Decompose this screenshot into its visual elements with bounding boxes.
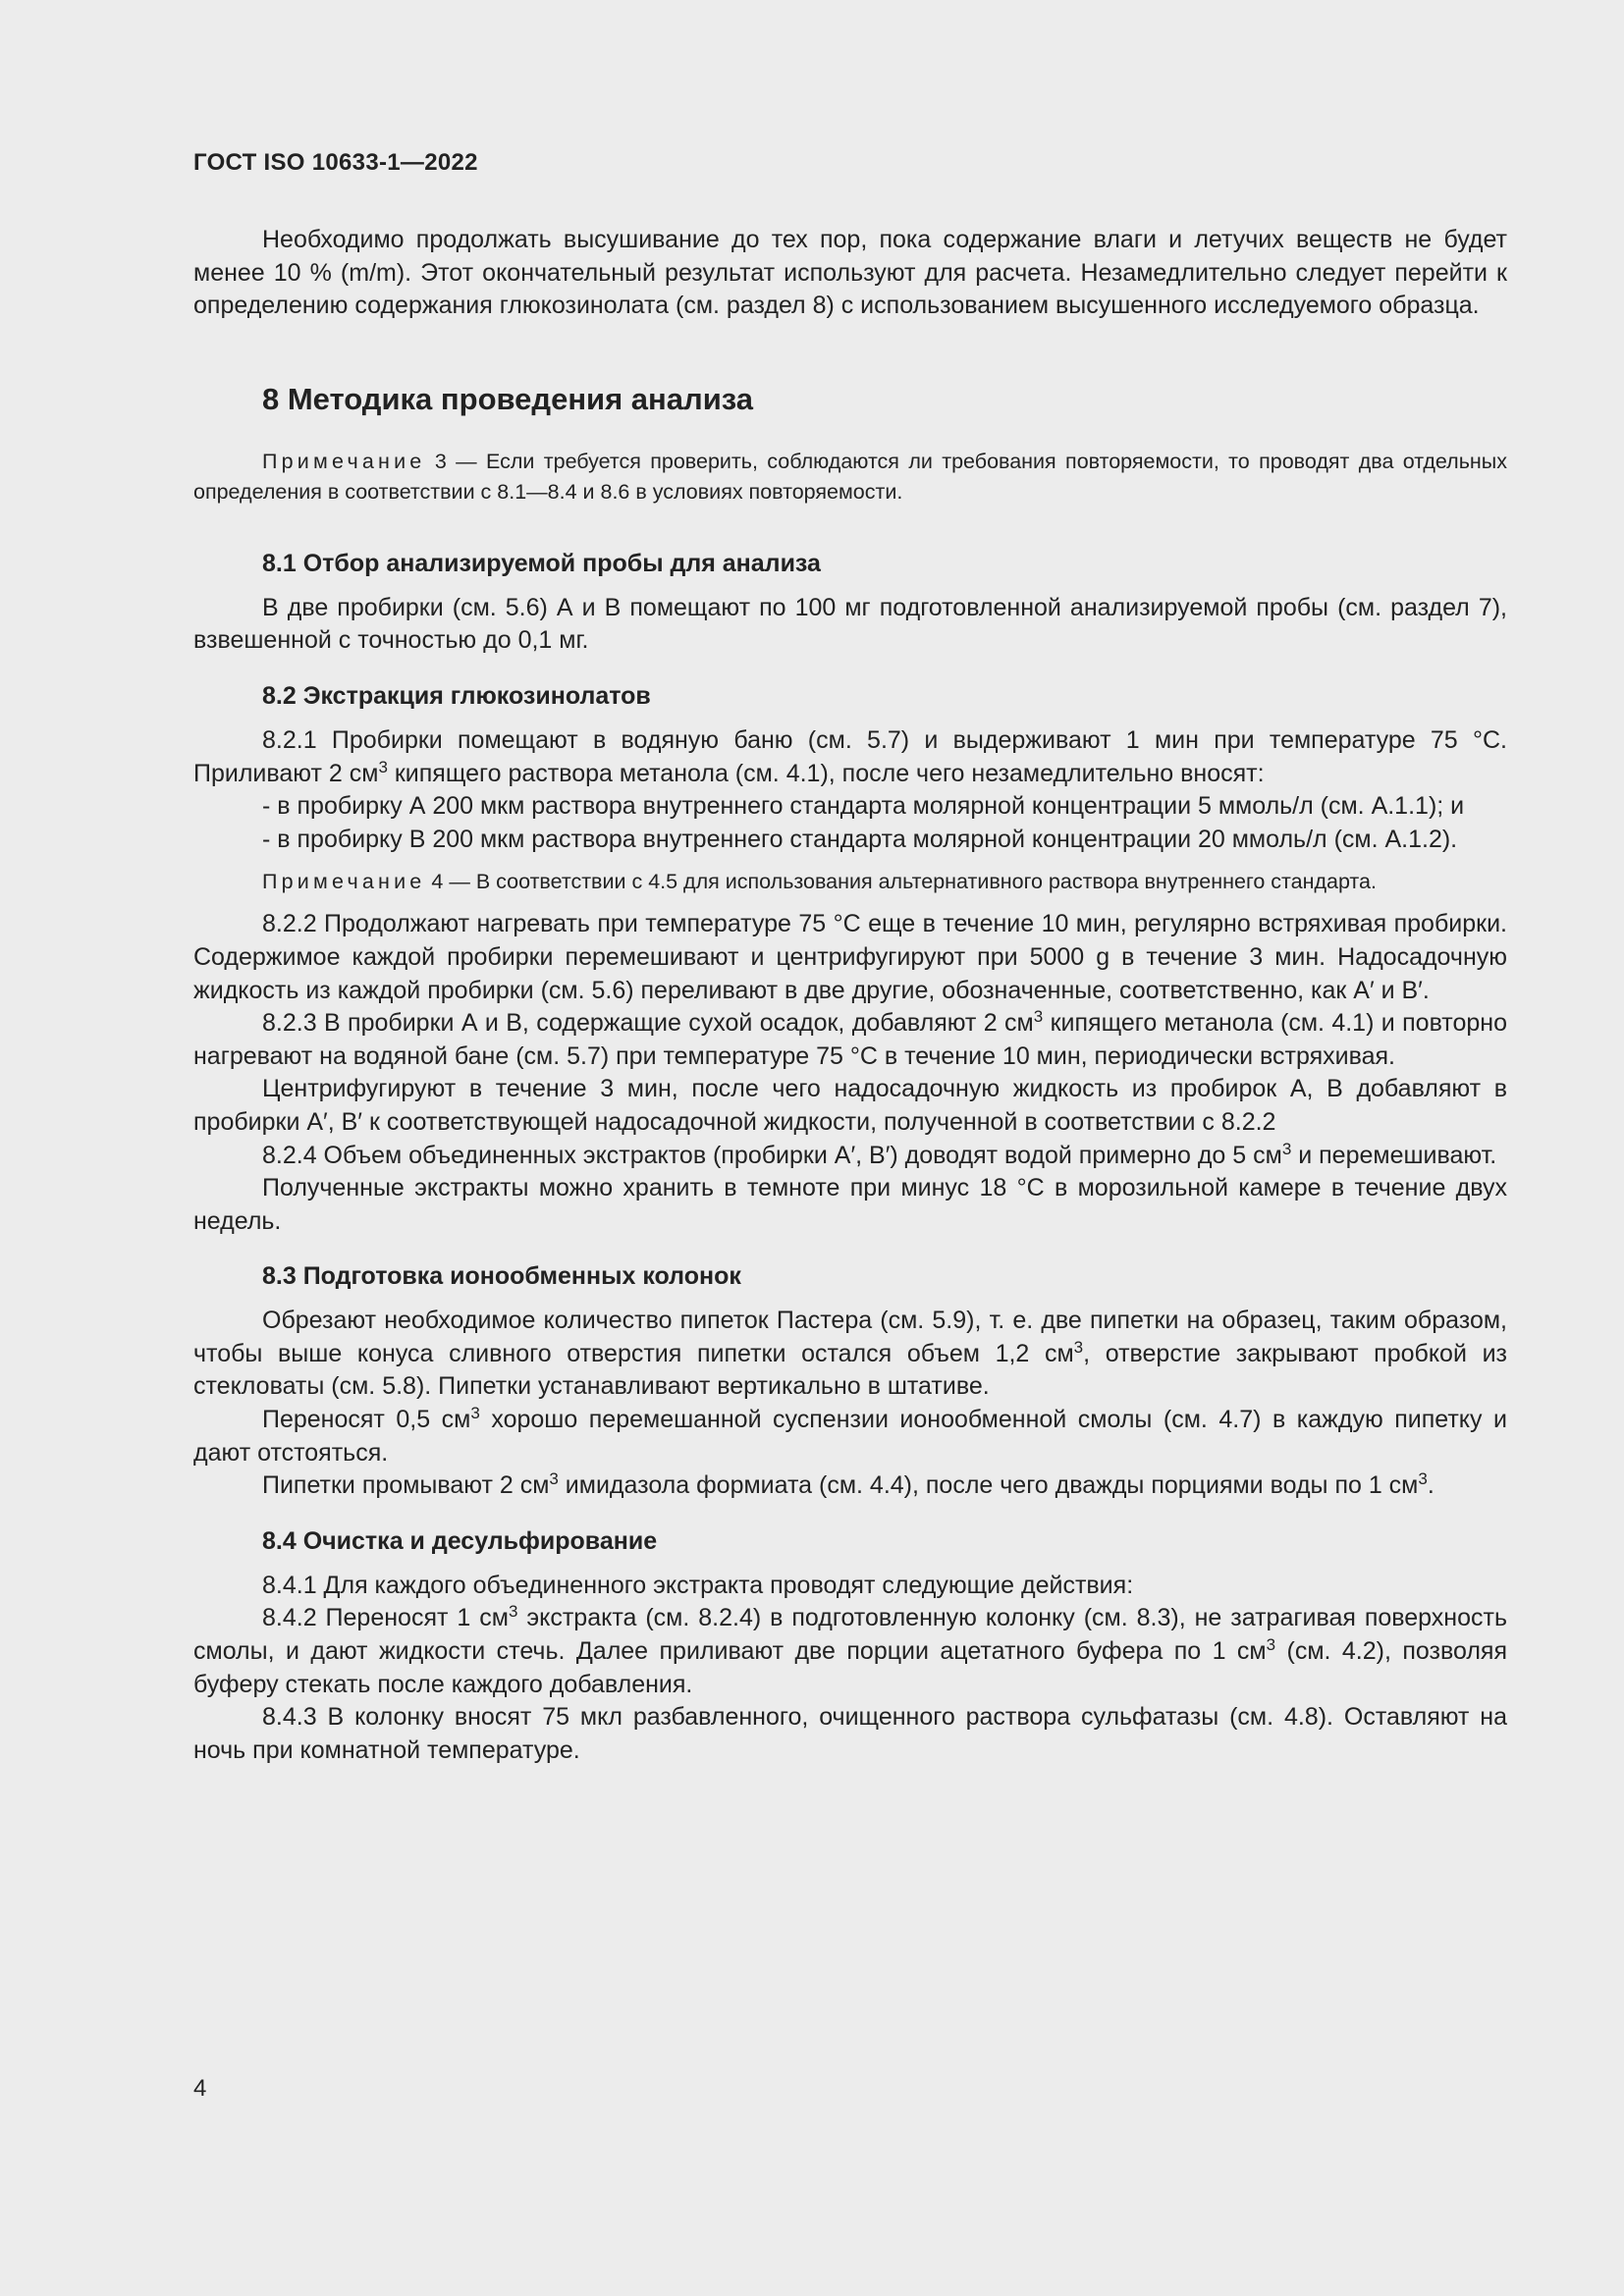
paragraph-8-3-resin: Переносят 0,5 $см^3$ хорошо перемешанной суспензии ионообменной смолы (см. 4.7) в каждую пипетку и дают отстояться. <box>193 1404 1507 1467</box>
paragraph-8-3-rinse: Пипетки промывают 2 $см^3$ имидазола формиата (см. 4.4), после чего дважды порциями воды по 1 $см^3$. <box>262 1469 1435 1500</box>
section-8-1-heading: 8.1 Отбор анализируемой пробы для анализа <box>262 549 821 577</box>
note-4 <box>193 867 1507 897</box>
section-8-4-heading: 8.4 Очистка и десульфирование <box>262 1526 658 1555</box>
paragraph-8-3-pipettes: Обрезают необходимое количество пипеток Пастера (см. 5.9), т. е. две пипетки на образец, таким образом, чтобы выше конуса сливного отверстия пипетки остался объем 1,2 $см^3$, отверстие закрывают пробкой из стекловаты (см. 5.8). Пипетки устанавливают вертикально в штативе. <box>193 1307 1507 1401</box>
section-8-3-heading: 8.3 Подготовка ионообменных колонок <box>262 1262 741 1291</box>
intro-paragraph: Необходимо продолжать высушивание до тех пор, пока содержание влаги и летучих веществ не будет менее 10 % (m/m). Этот окончательный результат используют для расчета. Незамедлительно следует перейти к определению содержания глюкозинолата (см. раздел 8) с использованием высушенного исследуемого образца. <box>193 226 1507 320</box>
note-3-text: 3 — Если требуется проверить, соблюдаются ли требования повторяемости, то проводят два отдельных определения в соответствии с 8.1—8.4 и 8.6 в условиях повторяемости. <box>193 449 1507 504</box>
section-8-heading: 8 Методика проведения анализа <box>262 381 753 416</box>
note-4-text: 4 — В соответствии с 4.5 для использования альтернативного раствора внутреннего стандарта. <box>425 870 1377 894</box>
note-3-label: Примечание <box>262 449 426 473</box>
document-body <box>193 224 1507 1767</box>
list-item-tube-a: - в пробирку А 200 мкм раствора внутреннего стандарта молярной концентрации 5 ммоль/л (см. А.1.1); и <box>262 792 1465 821</box>
paragraph-8-2-3-centrifuge: Центрифугируют в течение 3 мин, после чего надосадочную жидкость из пробирок А, В добавляют в пробирки А′, В′ к соответствующей надосадочной жидкости, полученной в соответствии с 8.2.2 <box>193 1075 1507 1136</box>
note-3 <box>193 447 1507 507</box>
section-8-2-heading: 8.2 Экстракция глюкозинолатов <box>262 681 651 710</box>
page-number: 4 <box>193 2075 207 2102</box>
paragraph-8-2-2: 8.2.2 Продолжают нагревать при температуре 75 °С еще в течение 10 мин, регулярно встряхивая пробирки. Содержимое каждой пробирки перемешивают и центрифугируют при 5000 g в течение 3 мин. Надосадочную жидкость из каждой пробирки (см. 5.6) переливают в две другие, обозначенные, соответственно, как А′ и В′. <box>193 910 1507 1004</box>
section-8-1-paragraph: В две пробирки (см. 5.6) А и В помещают по 100 мг подготовленной анализируемой пробы (см. раздел 7), взвешенной с точностью до 0,1 мг. <box>193 593 1507 655</box>
note-4-label: Примечание <box>262 870 426 894</box>
paragraph-8-2-4-storage: Полученные экстракты можно хранить в темноте при минус 18 °С в морозильной камере в течение двух недель. <box>193 1174 1507 1235</box>
document-header: ГОСТ ISO 10633-1—2022 <box>193 149 478 176</box>
paragraph-8-2-1: 8.2.1 Пробирки помещают в водяную баню (см. 5.7) и выдерживают 1 мин при температуре 75 °С. Приливают 2 $см^3$ кипящего раствора метанола (см. 4.1), после чего незамедлительно вносят: <box>193 725 1507 787</box>
paragraph-8-4-2: 8.4.2 Переносят 1 $см^3$ экстракта (см. 8.2.4) в подготовленную колонку (см. 8.3), не затрагивая поверхность смолы, и дают жидкости стечь. Далее приливают две порции ацетатного буфера по 1 $см^3$ (см. 4.2), позволяя буферу стекать после каждого добавления. <box>193 1602 1507 1698</box>
list-item-tube-b: - в пробирку В 200 мкм раствора внутреннего стандарта молярной концентрации 20 ммоль/л (см. А.1.2). <box>262 825 1458 853</box>
paragraph-8-4-3: 8.4.3 В колонку вносят 75 мкл разбавленного, очищенного раствора сульфатазы (см. 4.8). Оставляют на ночь при комнатной температуре. <box>193 1703 1507 1764</box>
paragraph-8-2-4: 8.2.4 Объем объединенных экстрактов (пробирки А′, В′) доводят водой примерно до 5 $см^3$ и перемешивают. <box>262 1139 1497 1169</box>
paragraph-8-4-1: 8.4.1 Для каждого объединенного экстракта проводят следующие действия: <box>262 1571 1134 1599</box>
paragraph-8-2-3: 8.2.3 В пробирки А и В, содержащие сухой осадок, добавляют 2 $см^3$ кипящего метанола (см. 4.1) и повторно нагревают на водяной бане (см. 5.7) при температуре 75 °С в течение 10 мин, периодически встряхивая. <box>193 1007 1507 1070</box>
